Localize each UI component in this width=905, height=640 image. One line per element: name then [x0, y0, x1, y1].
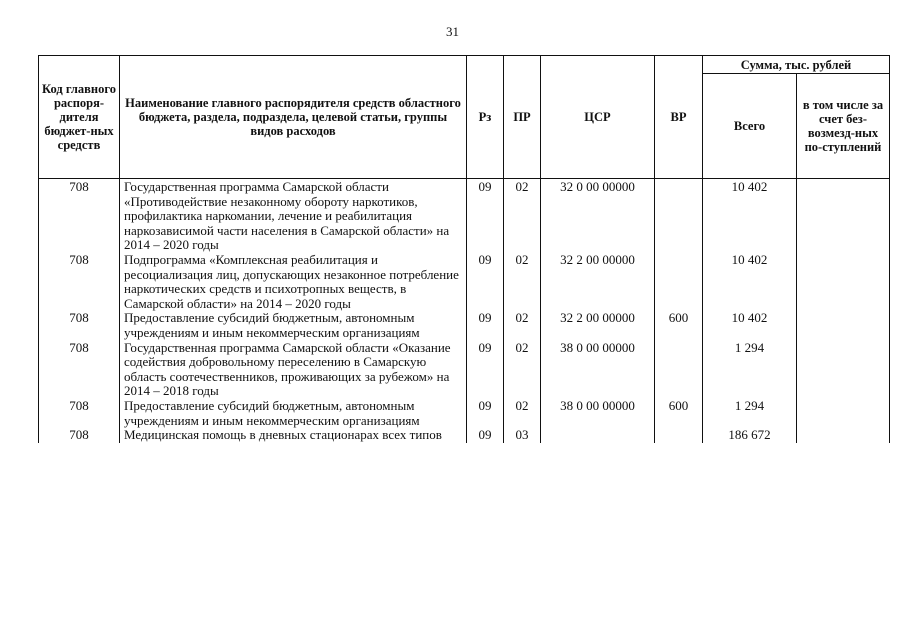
- header-name: Наименование главного распорядителя средств областного бюджета, раздела, подраздела, целевой статьи, группы видов расходов: [120, 56, 467, 179]
- cell-gratuitous: [797, 179, 890, 253]
- cell-code: 708: [39, 399, 120, 428]
- cell-rz: 09: [467, 179, 504, 253]
- cell-csr: [541, 428, 655, 443]
- table-row: [39, 253, 890, 311]
- header-rz: Рз: [467, 56, 504, 179]
- budget-table: [38, 55, 890, 443]
- cell-total: 10 402: [703, 311, 797, 340]
- cell-gratuitous: [797, 341, 890, 399]
- cell-csr: 38 0 00 00000: [541, 341, 655, 399]
- cell-code: 708: [39, 311, 120, 340]
- cell-vr: [655, 341, 703, 399]
- table-row: [39, 341, 890, 399]
- cell-gratuitous: [797, 253, 890, 311]
- cell-name: Предоставление субсидий бюджетным, автономным учреждениям и иным некоммерческим организациям: [120, 311, 467, 340]
- cell-pr: 02: [504, 341, 541, 399]
- cell-pr: 02: [504, 311, 541, 340]
- cell-name: Государственная программа Самарской области «Противодействие незаконному обороту наркотиков, профилактика наркомании, лечение и реабилитация наркозависимой части населения в Самарской области» на 2014 – 2020 годы: [120, 179, 467, 253]
- cell-rz: 09: [467, 253, 504, 311]
- cell-total: 186 672: [703, 428, 797, 443]
- cell-csr: 32 0 00 00000: [541, 179, 655, 253]
- cell-csr: 38 0 00 00000: [541, 399, 655, 428]
- cell-name: Подпрограмма «Комплексная реабилитация и ресоциализация лиц, допускающих незаконное потребление наркотических средств и психотропных веществ, в Самарской области» на 2014 – 2020 годы: [120, 253, 467, 311]
- table-row: [39, 399, 890, 428]
- table-row: [39, 428, 890, 443]
- cell-pr: 02: [504, 253, 541, 311]
- cell-rz: 09: [467, 428, 504, 443]
- cell-rz: 09: [467, 311, 504, 340]
- cell-vr: [655, 428, 703, 443]
- cell-total: 1 294: [703, 399, 797, 428]
- cell-name: Государственная программа Самарской области «Оказание содействия добровольному переселению в Самарскую область соотечественников, проживающих за рубежом» на 2014 – 2018 годы: [120, 341, 467, 399]
- header-code: Код главного распоря-дителя бюджет-ных средств: [39, 56, 120, 179]
- cell-vr: 600: [655, 399, 703, 428]
- cell-code: 708: [39, 428, 120, 443]
- cell-gratuitous: [797, 428, 890, 443]
- header-gratuitous: в том числе за счет без-возмезд-ных по-ступлений: [797, 74, 890, 179]
- header-total: Всего: [703, 74, 797, 179]
- cell-rz: 09: [467, 341, 504, 399]
- cell-total: 1 294: [703, 341, 797, 399]
- cell-csr: 32 2 00 00000: [541, 311, 655, 340]
- cell-total: 10 402: [703, 179, 797, 253]
- cell-code: 708: [39, 341, 120, 399]
- cell-vr: [655, 179, 703, 253]
- cell-total: 10 402: [703, 253, 797, 311]
- table-row: [39, 179, 890, 253]
- cell-code: 708: [39, 253, 120, 311]
- cell-name: Медицинская помощь в дневных стационарах всех типов: [120, 428, 467, 443]
- table-body: [39, 179, 890, 443]
- cell-pr: 02: [504, 179, 541, 253]
- header-sum: Сумма, тыс. рублей: [703, 56, 890, 74]
- cell-pr: 03: [504, 428, 541, 443]
- cell-vr: 600: [655, 311, 703, 340]
- cell-code: 708: [39, 179, 120, 253]
- cell-rz: 09: [467, 399, 504, 428]
- cell-gratuitous: [797, 399, 890, 428]
- table-row: [39, 311, 890, 340]
- cell-vr: [655, 253, 703, 311]
- header-csr: ЦСР: [541, 56, 655, 179]
- page-number: 31: [446, 24, 459, 39]
- cell-csr: 32 2 00 00000: [541, 253, 655, 311]
- cell-name: Предоставление субсидий бюджетным, автономным учреждениям и иным некоммерческим организациям: [120, 399, 467, 428]
- cell-gratuitous: [797, 311, 890, 340]
- header-vr: ВР: [655, 56, 703, 179]
- cell-pr: 02: [504, 399, 541, 428]
- header-pr: ПР: [504, 56, 541, 179]
